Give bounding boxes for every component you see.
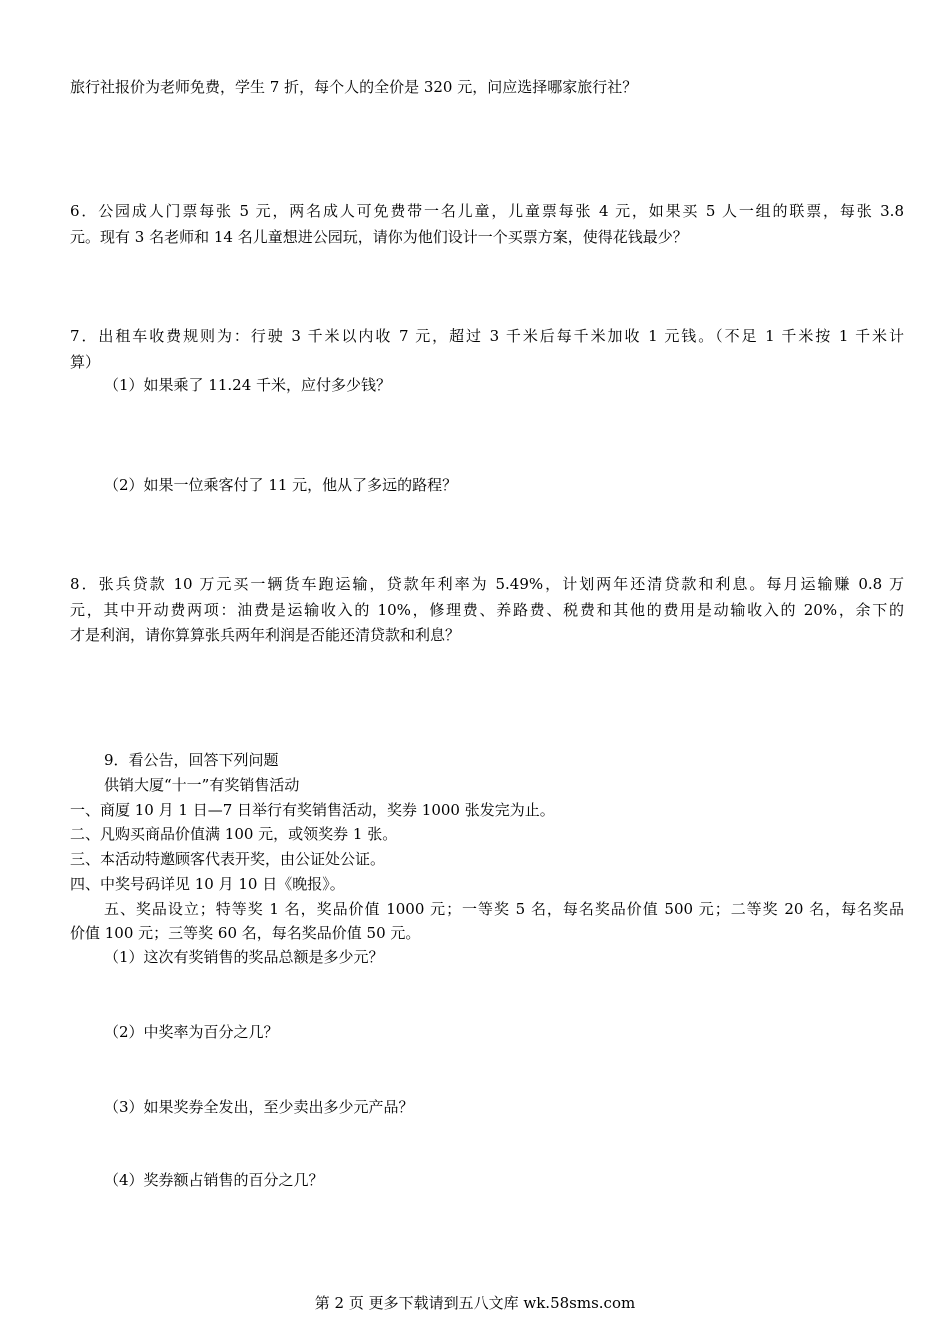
problem-9-title: 9．看公告，回答下列问题 bbox=[104, 751, 279, 769]
notice-item-1: 一、商厦 10 月 1 日—7 日举行有奖销售活动，奖券 1000 张发完为止。 bbox=[70, 801, 555, 819]
problem-7-line-1: 7．出租车收费规则为：行驶 3 千米以内收 7 元，超过 3 千米后每千米加收 1 元钱。（不足 1 千米按 1 千米计 bbox=[70, 327, 904, 345]
notice-item-5-line-1: 五、奖品设立；特等奖 1 名，奖品价值 1000 元；一等奖 5 名，每名奖品价值 500 元；二等奖 20 名，每名奖品 bbox=[104, 900, 904, 918]
problem-5-continuation: 旅行社报价为老师免费，学生 7 折，每个人的全价是 320 元，问应选择哪家旅行社？ bbox=[70, 78, 638, 96]
problem-7-sub-1: （1）如果乘了 11.24 千米，应付多少钱？ bbox=[104, 376, 392, 394]
problem-7-line-2: 算） bbox=[70, 353, 101, 371]
problem-9-sub-1: （1）这次有奖销售的奖品总额是多少元？ bbox=[104, 948, 384, 966]
problem-6-line-2: 元。现有 3 名老师和 14 名儿童想进公园玩，请你为他们设计一个买票方案，使得花钱最少？ bbox=[70, 228, 688, 246]
notice-item-2: 二、凡购买商品价值满 100 元，或领奖券 1 张。 bbox=[70, 825, 398, 843]
problem-9-sub-3: （3）如果奖券全发出，至少卖出多少元产品？ bbox=[104, 1098, 414, 1116]
notice-item-3: 三、本活动特邀顾客代表开奖，由公证处公证。 bbox=[70, 850, 386, 868]
page-footer: 第 2 页 更多下载请到五八文库 wk.58sms.com bbox=[314, 1294, 636, 1312]
problem-9-sub-2: （2）中奖率为百分之几？ bbox=[104, 1023, 279, 1041]
problem-6-line-1: 6．公园成人门票每张 5 元，两名成人可免费带一名儿童，儿童票每张 4 元，如果买 5 人一组的联票，每张 3.8 bbox=[70, 202, 904, 220]
problem-7-sub-2: （2）如果一位乘客付了 11 元，他从了多远的路程？ bbox=[104, 476, 458, 494]
notice-heading: 供销大厦“十一”有奖销售活动 bbox=[104, 776, 300, 794]
notice-item-5-line-2: 价值 100 元；三等奖 60 名，每名奖品价值 50 元。 bbox=[70, 924, 421, 942]
problem-9-sub-4: （4）奖券额占销售的百分之几？ bbox=[104, 1171, 324, 1189]
problem-8-line-3: 才是利润，请你算算张兵两年利润是否能还清贷款和利息？ bbox=[70, 626, 461, 644]
problem-8-line-2: 元，其中开动费两项：油费是运输收入的 10%，修理费、养路费、税费和其他的费用是动输收入的 20%，余下的 bbox=[70, 601, 904, 619]
problem-8-line-1: 8．张兵贷款 10 万元买一辆货车跑运输，贷款年利率为 5.49%，计划两年还清贷款和利息。每月运输赚 0.8 万 bbox=[70, 575, 904, 593]
notice-item-4: 四、中奖号码详见 10 月 10 日《晚报》。 bbox=[70, 875, 345, 893]
